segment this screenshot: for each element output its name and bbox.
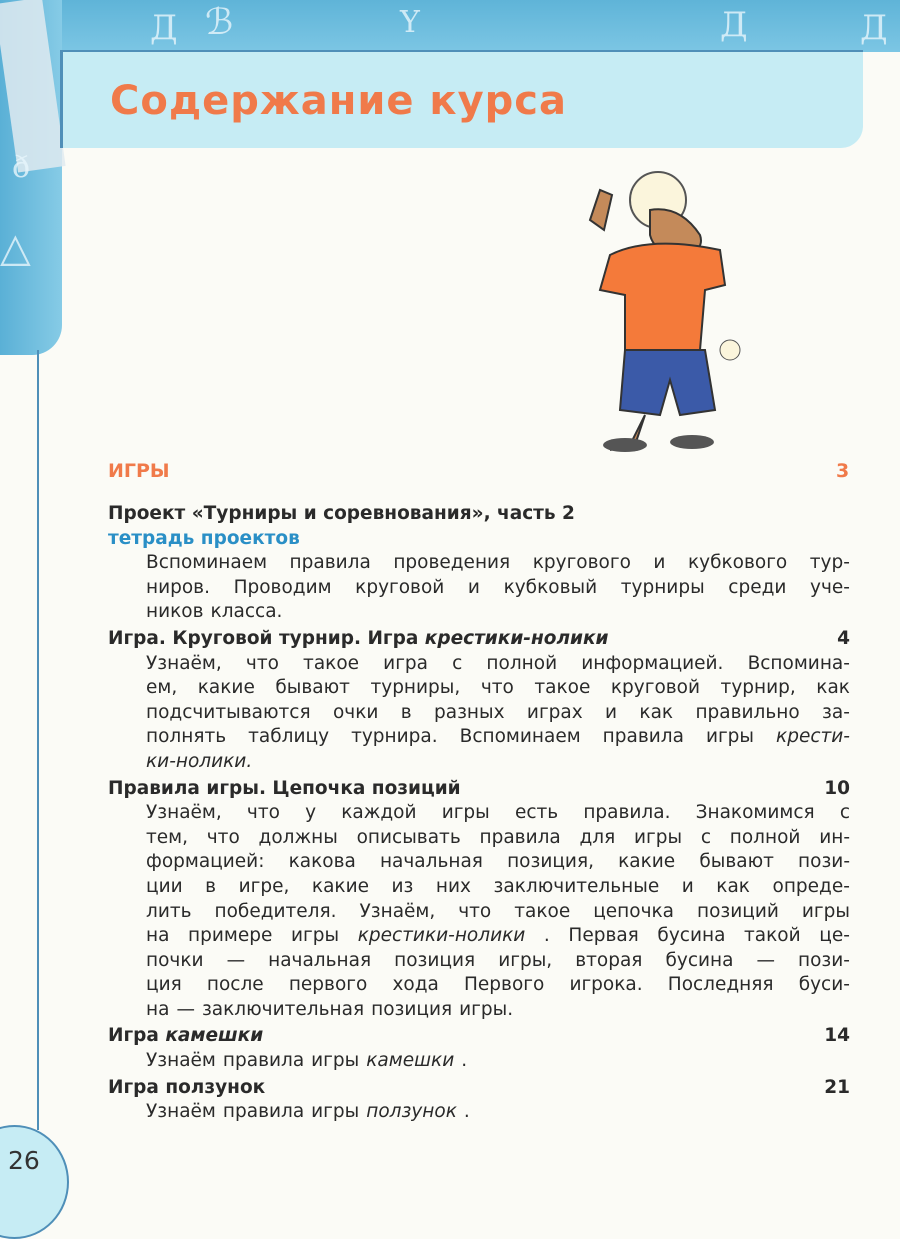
- entry-page-number: 10: [824, 777, 850, 799]
- word: информацией.: [581, 652, 724, 674]
- word: —: [176, 998, 195, 1020]
- word: как: [639, 701, 674, 723]
- word: ция: [146, 974, 182, 996]
- word: такой: [744, 925, 801, 947]
- description-line: [108, 1049, 850, 1074]
- word: уче-: [810, 576, 850, 598]
- entry-title-part: Игра: [108, 1025, 166, 1047]
- word: правила.: [583, 802, 671, 824]
- entry-title: [108, 1076, 265, 1101]
- toc-entry-heading[interactable]: [108, 1076, 850, 1101]
- word: с: [452, 652, 463, 674]
- word: игры: [311, 1101, 360, 1123]
- description-line: [108, 900, 850, 925]
- description-line: [108, 701, 850, 726]
- word: как: [816, 677, 850, 699]
- word: какие: [311, 875, 369, 897]
- toc-entry-heading[interactable]: [108, 1024, 850, 1049]
- word: таблицу: [248, 726, 330, 748]
- description-line: [108, 600, 850, 625]
- word: формацией:: [146, 851, 265, 873]
- word: начальная: [379, 851, 483, 873]
- word: игры,: [498, 949, 553, 971]
- word: правила: [479, 826, 561, 848]
- word: проведения: [393, 552, 511, 574]
- description-line: [108, 973, 850, 998]
- description-line: [108, 998, 850, 1023]
- word: играх: [526, 701, 583, 723]
- word: кругового: [532, 552, 631, 574]
- word: цепочка: [593, 900, 675, 922]
- word: класса.: [210, 601, 283, 623]
- word: ползунок: [366, 1101, 457, 1123]
- word: игрока.: [569, 974, 643, 996]
- top-decorative-band: [0, 0, 900, 52]
- word: позиция,: [507, 851, 594, 873]
- word: у: [305, 802, 317, 824]
- word: камешки: [366, 1050, 455, 1072]
- word: Узнаём: [146, 1101, 216, 1123]
- word: буси-: [798, 974, 850, 996]
- poodle-illustration: [570, 160, 770, 460]
- word: турнир,: [720, 677, 796, 699]
- left-decorative-band: [0, 0, 62, 355]
- word: ки-нолики.: [146, 750, 253, 772]
- entry-title-part: камешки: [165, 1025, 264, 1047]
- entry-title-part: Проект «Турниры и соревнования», часть 2: [108, 503, 575, 524]
- word: что: [246, 802, 280, 824]
- word: ин-: [819, 826, 850, 848]
- letter-decoration-icon: Д: [720, 5, 748, 45]
- word: подсчитываются: [146, 701, 311, 723]
- word: позиция: [394, 949, 476, 971]
- word: почки: [146, 949, 204, 971]
- word: Вспомина-: [747, 652, 850, 674]
- word: какие: [197, 677, 255, 699]
- word: какие: [618, 851, 676, 873]
- word: Узнаём,: [146, 802, 222, 824]
- word: круговой: [610, 677, 701, 699]
- word: должны: [258, 826, 338, 848]
- entry-title: [108, 777, 461, 802]
- word: с: [700, 826, 712, 848]
- word: в: [205, 875, 217, 897]
- word: позиций: [697, 900, 779, 922]
- triangle-decoration-icon: △: [0, 225, 31, 271]
- word: как: [716, 875, 750, 897]
- word: круговой: [355, 576, 445, 598]
- word: и: [467, 576, 480, 598]
- word: турнира.: [351, 726, 438, 748]
- word: —: [226, 949, 246, 971]
- word: есть: [514, 802, 559, 824]
- word: це-: [819, 925, 850, 947]
- entry-title: [108, 1024, 263, 1049]
- word: Узнаём,: [146, 652, 222, 674]
- letter-decoration-icon: ℬ: [205, 2, 234, 43]
- word: правила: [289, 552, 371, 574]
- word: правила: [222, 1050, 305, 1072]
- word: Знакомимся: [695, 802, 815, 824]
- entry-title-part: Игра ползунок: [108, 1076, 266, 1098]
- word: бусина: [665, 949, 734, 971]
- word: Вспоминаем: [459, 726, 581, 748]
- description-line: [108, 850, 850, 875]
- word: тур-: [809, 552, 850, 574]
- word: очки: [332, 701, 379, 723]
- word: каждой: [341, 802, 417, 824]
- word: игры: [634, 826, 683, 848]
- word: правильно: [695, 701, 800, 723]
- word: .: [461, 1050, 468, 1072]
- word: турниры: [620, 576, 705, 598]
- word: что: [458, 900, 492, 922]
- entry-page-number: 4: [837, 627, 850, 649]
- section-heading: ИГРЫ: [108, 460, 170, 482]
- word: Проводим: [233, 576, 332, 598]
- word: ем,: [146, 677, 178, 699]
- word: игры: [705, 726, 755, 748]
- word: вторая: [575, 949, 643, 971]
- word: из: [391, 875, 414, 897]
- word: —: [756, 949, 775, 971]
- section-page-number: 3: [836, 460, 850, 482]
- word: кубковый: [503, 576, 598, 598]
- word: бывают: [699, 851, 774, 873]
- word: игры.: [459, 998, 514, 1020]
- word: Вспоминаем: [146, 552, 268, 574]
- word: какова: [288, 851, 356, 873]
- word: среди: [728, 576, 787, 598]
- word: хода: [392, 974, 439, 996]
- toc-entry-heading[interactable]: [108, 777, 850, 802]
- word: в: [400, 701, 412, 723]
- word: полнять: [146, 726, 227, 748]
- word: .: [543, 925, 550, 947]
- description-line: [108, 725, 850, 750]
- letter-decoration-icon: ð: [12, 150, 31, 185]
- word: на: [146, 998, 170, 1020]
- word: игре,: [238, 875, 290, 897]
- letter-decoration-icon: Д: [150, 8, 178, 48]
- word: для: [579, 826, 616, 848]
- word: турниры,: [370, 677, 461, 699]
- word: игры: [801, 900, 850, 922]
- word: Узнаём,: [359, 900, 436, 922]
- entry-title: [108, 627, 608, 652]
- word: с: [839, 802, 850, 824]
- word: и: [653, 552, 666, 574]
- entry-title: [108, 502, 575, 527]
- description-line: [108, 652, 850, 677]
- toc-entry-heading[interactable]: [108, 627, 850, 652]
- entry-subtitle: тетрадь проектов: [108, 527, 300, 549]
- word: такое: [303, 652, 360, 674]
- word: на: [146, 925, 170, 947]
- description-line: [108, 924, 850, 949]
- word: за-: [822, 701, 850, 723]
- letter-decoration-icon: Y: [400, 5, 420, 40]
- description-line: [108, 949, 850, 974]
- entry-page-number: 14: [824, 1025, 850, 1047]
- word: Последняя: [667, 974, 774, 996]
- description-line: [108, 551, 850, 576]
- paper-sheet-icon: [0, 0, 66, 173]
- word: игра: [383, 652, 428, 674]
- description-line: [108, 826, 850, 851]
- word: описывать: [356, 826, 461, 848]
- word: что: [206, 826, 240, 848]
- word: что: [245, 652, 279, 674]
- word: игры: [290, 925, 340, 947]
- description-line: [108, 1100, 850, 1125]
- word: полной: [486, 652, 558, 674]
- word: такое: [534, 677, 591, 699]
- word: разных: [434, 701, 505, 723]
- word: игры: [441, 802, 490, 824]
- description-line: [108, 801, 850, 826]
- word: игры: [311, 1050, 360, 1072]
- entry-page-number: 21: [824, 1076, 850, 1098]
- description-line: [108, 676, 850, 701]
- word: такое: [514, 900, 571, 922]
- page-title: Содержание курса: [110, 78, 567, 124]
- word: ниров.: [146, 576, 210, 598]
- word: кубкового: [687, 552, 788, 574]
- word: заключительные: [493, 875, 660, 897]
- word: бывают: [275, 677, 350, 699]
- margin-line: [37, 350, 39, 1130]
- word: правила: [602, 726, 684, 748]
- word: начальная: [268, 949, 372, 971]
- word: Первого: [464, 974, 545, 996]
- word: пози-: [798, 851, 850, 873]
- word: Узнаём: [146, 1050, 216, 1072]
- word: Первая: [568, 925, 639, 947]
- table-of-contents: [108, 500, 850, 1125]
- description-line: [108, 576, 850, 601]
- page-number: 26: [8, 1146, 40, 1175]
- entry-title-part: крестики-нолики: [424, 627, 609, 649]
- word: .: [463, 1101, 470, 1123]
- word: примере: [188, 925, 273, 947]
- entry-title-part: Игра. Круговой турнир. Игра: [108, 627, 425, 649]
- word: заключительная: [201, 998, 365, 1020]
- word: бусина: [657, 925, 726, 947]
- word: полной: [729, 826, 801, 848]
- word: и: [681, 875, 694, 897]
- word: победителя.: [214, 900, 337, 922]
- letter-decoration-icon: Д: [860, 8, 888, 48]
- word: тем,: [146, 826, 188, 848]
- word: пози-: [798, 949, 850, 971]
- word: и: [605, 701, 618, 723]
- word: них: [435, 875, 471, 897]
- word: после: [206, 974, 264, 996]
- word: позиция: [371, 998, 453, 1020]
- toc-entry-heading[interactable]: [108, 502, 850, 527]
- word: крестики-нолики: [357, 925, 526, 947]
- word: ников: [146, 601, 204, 623]
- word: лить: [146, 900, 192, 922]
- word: что: [480, 677, 514, 699]
- word: правила: [222, 1101, 305, 1123]
- entry-title-part: Правила игры. Цепочка позиций: [108, 777, 461, 799]
- word: крести-: [776, 726, 850, 748]
- word: опреде-: [772, 875, 850, 897]
- word: ции: [146, 875, 183, 897]
- description-line: [108, 875, 850, 900]
- word: первого: [288, 974, 368, 996]
- description-line: [108, 750, 850, 775]
- page-number-badge: [0, 1125, 69, 1239]
